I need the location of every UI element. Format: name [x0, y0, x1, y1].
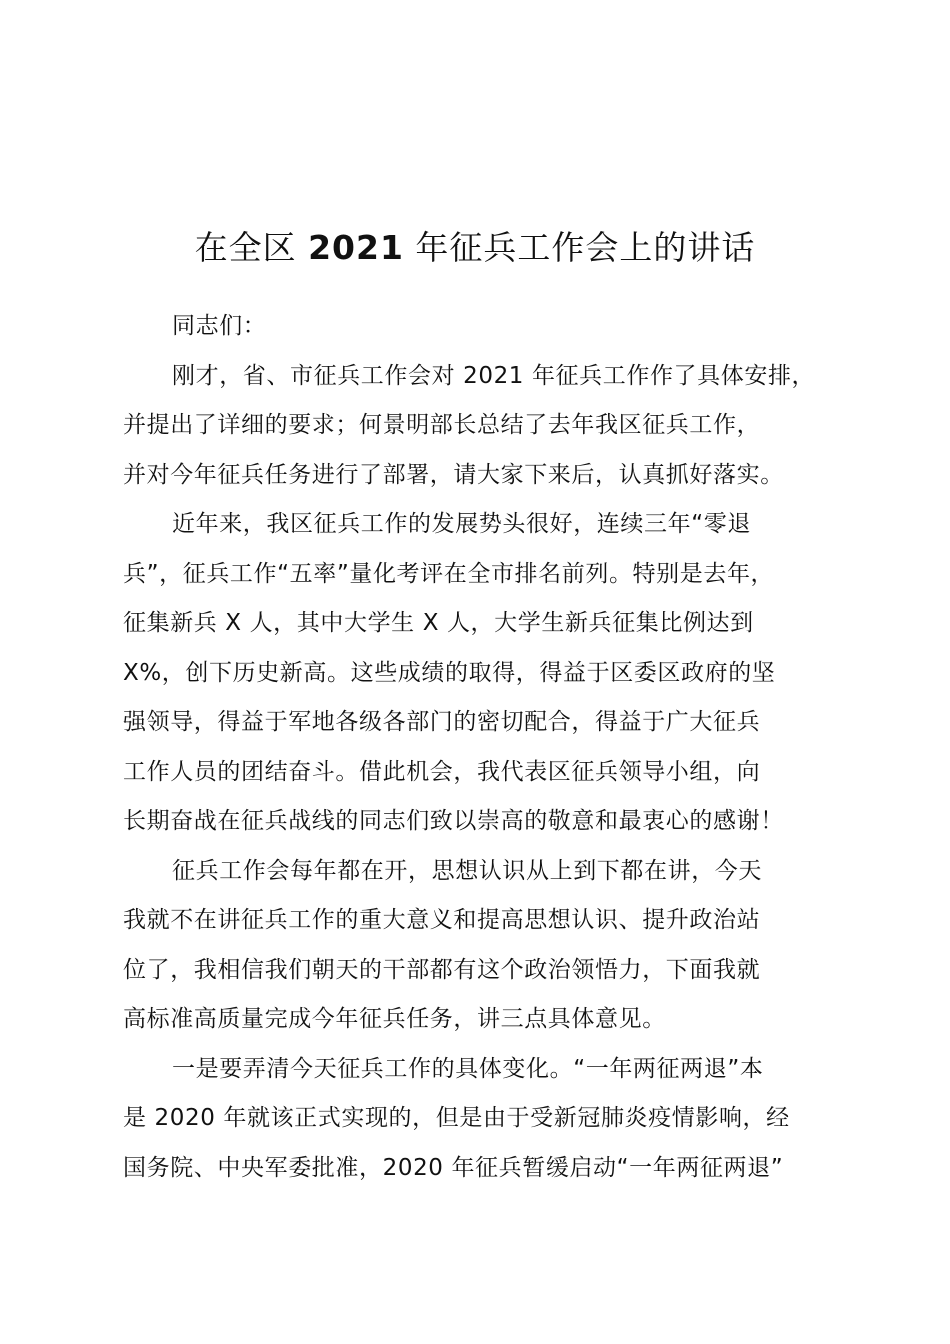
text-line: 征集新兵 X 人，其中大学生 X 人，大学生新兵征集比例达到	[123, 610, 754, 636]
text-line: 并对今年征兵任务进行了部署，请大家下来后，认真抓好落实。	[123, 461, 784, 488]
text-line: 位了，我相信我们朝天的干部都有这个政治领悟力，下面我就	[123, 956, 761, 983]
document-body	[123, 302, 868, 1193]
text-line: 刚才，省、市征兵工作会对 2021 年征兵工作作了具体安排，	[172, 362, 816, 389]
text-line: 国务院、中央军委批准，2020 年征兵暂缓启动“一年两征两退”	[123, 1154, 784, 1181]
title-year: 2021	[308, 228, 404, 267]
text-line: 兵”，征兵工作“五率”量化考评在全市排名前列。特别是去年，	[123, 560, 775, 587]
text-line: 强领导，得益于军地各级各部门的密切配合，得益于广大征兵	[123, 709, 761, 735]
text-line: 一是要弄清今天征兵工作的具体变化。“一年两征两退”本	[172, 1055, 764, 1082]
text-line: 是 2020 年就该正式实现的，但是由于受新冠肺炎疫情影响，经	[123, 1105, 790, 1131]
title-suffix: 年征兵工作会上的讲话	[415, 228, 756, 267]
text-line: 长期奋战在征兵战线的同志们致以崇高的敬意和最衷心的感谢！	[123, 808, 784, 834]
title-prefix: 在全区	[194, 228, 297, 267]
text-line: 高标准高质量完成今年征兵任务，讲三点具体意见。	[123, 1006, 666, 1032]
text-line: 工作人员的团结奋斗。借此机会，我代表区征兵领导小组，向	[123, 758, 761, 785]
text-line: 近年来，我区征兵工作的发展势头很好，连续三年“零退	[172, 511, 751, 537]
text-line: 征兵工作会每年都在开，思想认识从上到下都在讲，今天	[172, 857, 762, 884]
document-title	[0, 220, 950, 276]
text-line: 并提出了详细的要求；何景明部长总结了去年我区征兵工作，	[123, 412, 761, 438]
text-line: 同志们：	[172, 313, 267, 339]
text-line: 我就不在讲征兵工作的重大意义和提高思想认识、提升政治站	[123, 907, 761, 933]
text-line: X%，创下历史新高。这些成绩的取得，得益于区委区政府的坚	[123, 659, 776, 686]
